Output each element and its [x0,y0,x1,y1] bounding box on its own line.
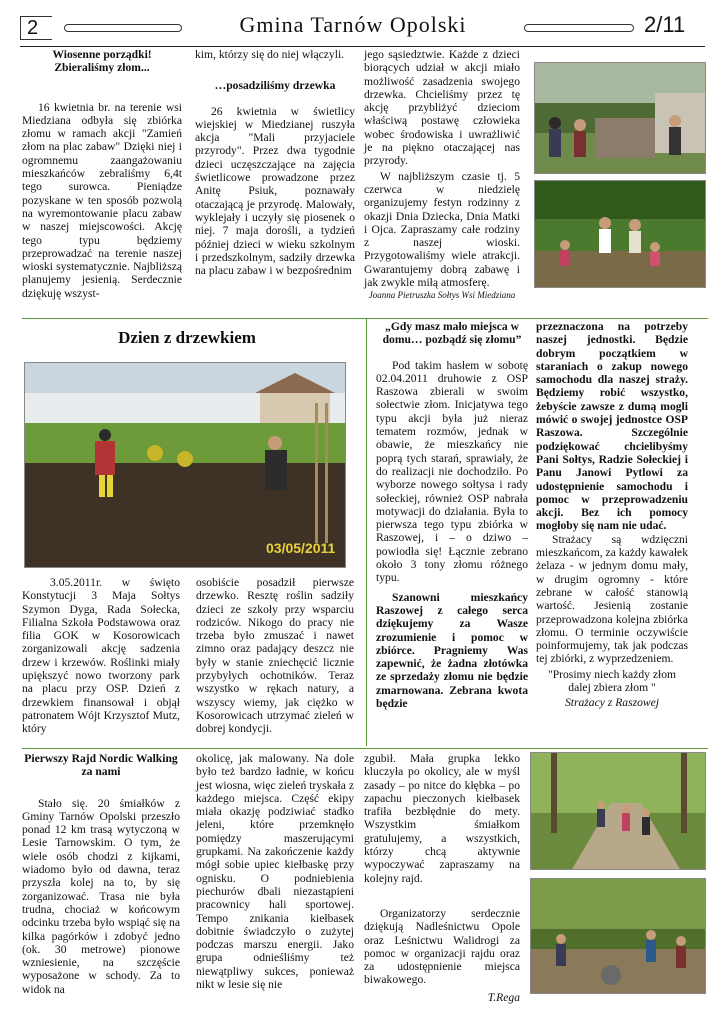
photo-scrap-collection [534,62,706,174]
photo-nordic-walking-bonfire [530,878,706,994]
article-scrap-metal-col1 [22,48,182,300]
photo-date-stamp: 03/05/2011 [266,540,336,556]
article-text: okolicę, jak malowany. Na dole było też bardzo ładnie, w końcu jest wiosna, więc zieleń tryskała z każdego miejsca. Część ekipy miała okazję podziwiać stadko jeleni, które przemknęło pomiędzy maszerującymi grupkami. Na zakończenie każdy mógł sobie upiec kiełbaskę przy ognisku. O podniebienia piechurów dbali niezastąpieni pracownicy hali sportowej. Tempo znikania kiełbasek dobitnie świadczyło o zużytej podczas marszu energii. Jako grupa odnieśliśmy też niewątpliwy sukces, ponieważ nikt w lesie się nie [196,752,354,992]
article-text: 16 kwietnia br. na terenie wsi Miedziana odbyła się zbiórka złomu w ramach akcji "Zamień złom na plac zabaw" Dzięki niej i ogromnemu zaangażowaniu mieszkańców zebraliśmy 6,4t tego surowca. Pieniądze pozyskane w ten sposób pozwolą na wyremontowanie placu zabaw w naszej miejscowości. Akcję tego typu będziemy przeprowadzać na terenie naszej wioski systematycznie. Najbliższą planujemy jesienią. Serdecznie dziękuję wszyst- [22,100,182,300]
header-rule [20,46,705,47]
article-osp-col3 [376,320,528,710]
article-text: 3.05.2011r. w święto Konstytucji 3 Maja Sołtys Szymon Dyga, Rada Sołecka, Filialna Szkoła Podstawowa oraz filia GOK w Kosorowicach zorganizowali akcję sadzenia drzew i krzewów. Roślinki miały upiększyć nowo tworzony park na placu przy OSP. Dzień z drzewkiem finansował i objął patronatem Wójt Krzysztof Mutz, który [22,576,180,736]
article-title-trees: …posadziliśmy drzewka [214,79,336,93]
page-number-left: 2 [20,16,52,40]
article-text: kim, którzy się do niej włączyli. [195,48,345,61]
header-bar-left [64,24,182,32]
column-divider [366,318,367,746]
article-text: W najbliższym czasie tj. 5 czerwca w niedzielę organizujemy festyn rodzinny z okazji Dnia Dziecka, Dnia Matki i Ojca. Zapraszamy całe rodziny z naszej wioski. Przygotowaliśmy wiele atrakcji. Gwarantujemy dobrą zabawę i jak zwykle miłą atmosferę. [364,169,520,290]
page-header [0,0,725,48]
page-number-right: 2/11 [644,12,686,37]
article-tree-day-col1 [22,576,180,736]
article-text: 26 kwietnia w świetlicy wiejskiej w Miedzianej ruszyła akcja "Mali przyjaciele przyrody". Przez dwa tygodnie dzieci uczęszczające na zajęcia świetlicowe prowadzone przez Anitę Psiuk, poznawały otaczającą je przyrodę. Malowały, wyklejały i uczyły się piosenek o niej. 7 maja dorośli, a tydzień później dzieci w wieku szkolnym i przedszkolnym, sadziły drzewka na placu zabaw i w bezpośrednim [195,104,355,278]
photo-children-planting [534,180,706,288]
article-text: Pod takim hasłem w sobotę 02.04.2011 druhowie z OSP Raszowa zbierali w swoim sołectwie złom. Inicjatywa tego typu akcji była już nieraz tematem rozmów, jednak w obawie, że mieszkańcy nie poprą tych starań, sprawiały, że do realizacji nie dochodziło. Po wyborze nowego sołtysa i rady sołeckiej, również OSP nabrała motywacji do działania. Była to pierwsza tego typu zbiórka w Raszowej, i – o dziwo – powiodła się! Łącznie zebrano około 3 tony złomu różnego typu. [376,358,528,585]
header-bar-right [524,24,634,32]
article-text: jego sąsiedztwie. Każde z dzieci biorących udział w akcji miało możliwość zasadzenia swojego drzewka. Chcieliśmy przez tę akcję przybliżyć dzieciom właściwą postawę człowieka wobec środowiska i uwrażliwić je na piękno otaczającej nas przyrody. [364,48,520,168]
photo-tree-planting-park [24,362,346,568]
article-osp-col4 [536,320,688,710]
article-nordic-col3 [364,752,520,1004]
article-bold-text: przeznaczona na potrzeby naszej jednostki. Będzie dobrym początkiem w staraniach o zakup nowego samochodu dla naszej straży. Będziemy robić wszystko, żebyście zawsze z dumą mogli mówić o swojej jednostce OSP Raszowa. Szczególnie podziękować chcielibyśmy Pani Sołtys, Radzie Sołeckiej i Panu Janowi Pytlowi za udostępnienie samochodu i pomoc w przeprowadzeniu akcji. Bez ich pomocy mogłoby się nam nie udać. [536,320,688,533]
article-text: Stało się. 20 śmiałków z Gminy Tarnów Opolski przeszło ponad 12 km trasą wytyczoną w Lesie Tarnowskim. O tym, że wiele osób chodzi z kijkami, wiadomo było od dawna, teraz przyszła kolej na to, by się zorganizować. Trasa nie była trudna, chociaż w końcowym odcinku trzeba było wspiąć się na kilka pagórków i zdobyć jedno (ok. 30 metrowe) pionowe wzniesienie, na szczęście wyposażone w schody. Za to widok na [22,796,180,996]
article-title-nordic-walking: Pierwszy Rajd Nordic Walking za nami [24,752,178,779]
article-trees-col2 [195,48,355,277]
article-text: zgubił. Mała grupka lekko kluczyła po okolicy, ale w myśl zasady – po nitce do kłębka – po zapachu pieczonych kiełbasek trafiła bezbłędnie do mety. Wszystkim śmiałkom gratulujemy, a wszystkich, którzy chcą aktywnie wypoczywać zapraszamy na kolejny rajd. [364,752,520,885]
photo-nordic-walking-forest [530,752,706,870]
article-nordic-col1 [22,752,180,996]
article-title-spring-cleaning: Wiosenne porządki! Zbieraliśmy złom... [52,48,152,75]
article-signature: T.Rega [487,990,520,1004]
masthead-title: Gmina Tarnów Opolski [239,12,467,37]
section-divider [22,748,708,749]
article-text: Organizatorzy serdecznie dziękują Nadleśnictwu Opole oraz Leśnictwu Walidrogi za pomoc w organizacji rajdu oraz za udostępnienie miejsca biwakowego. [364,906,520,987]
section-divider [22,318,708,319]
article-tree-day-col2 [196,576,354,736]
article-text: Strażacy są wdzięczni mieszkańcom, za każdy kawałek żelaza - w jednym domu mały, w drugim ogromny - które zebrane w całość stanowią wartość. Jesienią zostanie przeprowadzona kolejna zbiórka złomu. O terminie oczywiście poinformujemy, tak jak podczas tej zbiórki, z wyprzedzeniem. [536,532,688,666]
article-title-scrap-slogan: „Gdy masz mało miejsca w domu… pozbądź się złomu” [382,320,522,347]
article-signature: Joanna Pietruszka Sołtys Wsi Miedziana [368,290,516,301]
article-signature: Strażacy z Raszowej [564,696,660,710]
article-text: osobiście posadził pierwsze drzewko. Resztę roślin sadziły dzieci ze szkoły przy wsparciu rodziców. Nikogo do pracy nie trzeba było zmuszać i nawet zimno oraz padający deszcz nie były w stanie zniechęcić licznie przybyłych ochotników. Teraz wszystko w rękach natury, a wszyscy wiemy, jak ciężko w Kosorowicach utrzymać zieleń w dobrej kondycji. [196,576,354,736]
article-nordic-col2 [196,752,354,991]
article-trees-col3 [364,48,520,303]
article-title-tree-day: Dzien z drzewkiem [118,328,256,347]
article-quote: "Prosimy niech każdy złom dalej zbiera złom " [547,667,677,695]
article-bold-note: Szanowni mieszkańcy Raszowej z całego serca dziękujemy za Wasze zrozumienie i pomoc w zbiórce. Pragniemy Was zapewnić, że żadna złotówka ze sprzedaży złomu nie będzie zmarnowana. Zebrana kwota będzie [376,590,528,711]
